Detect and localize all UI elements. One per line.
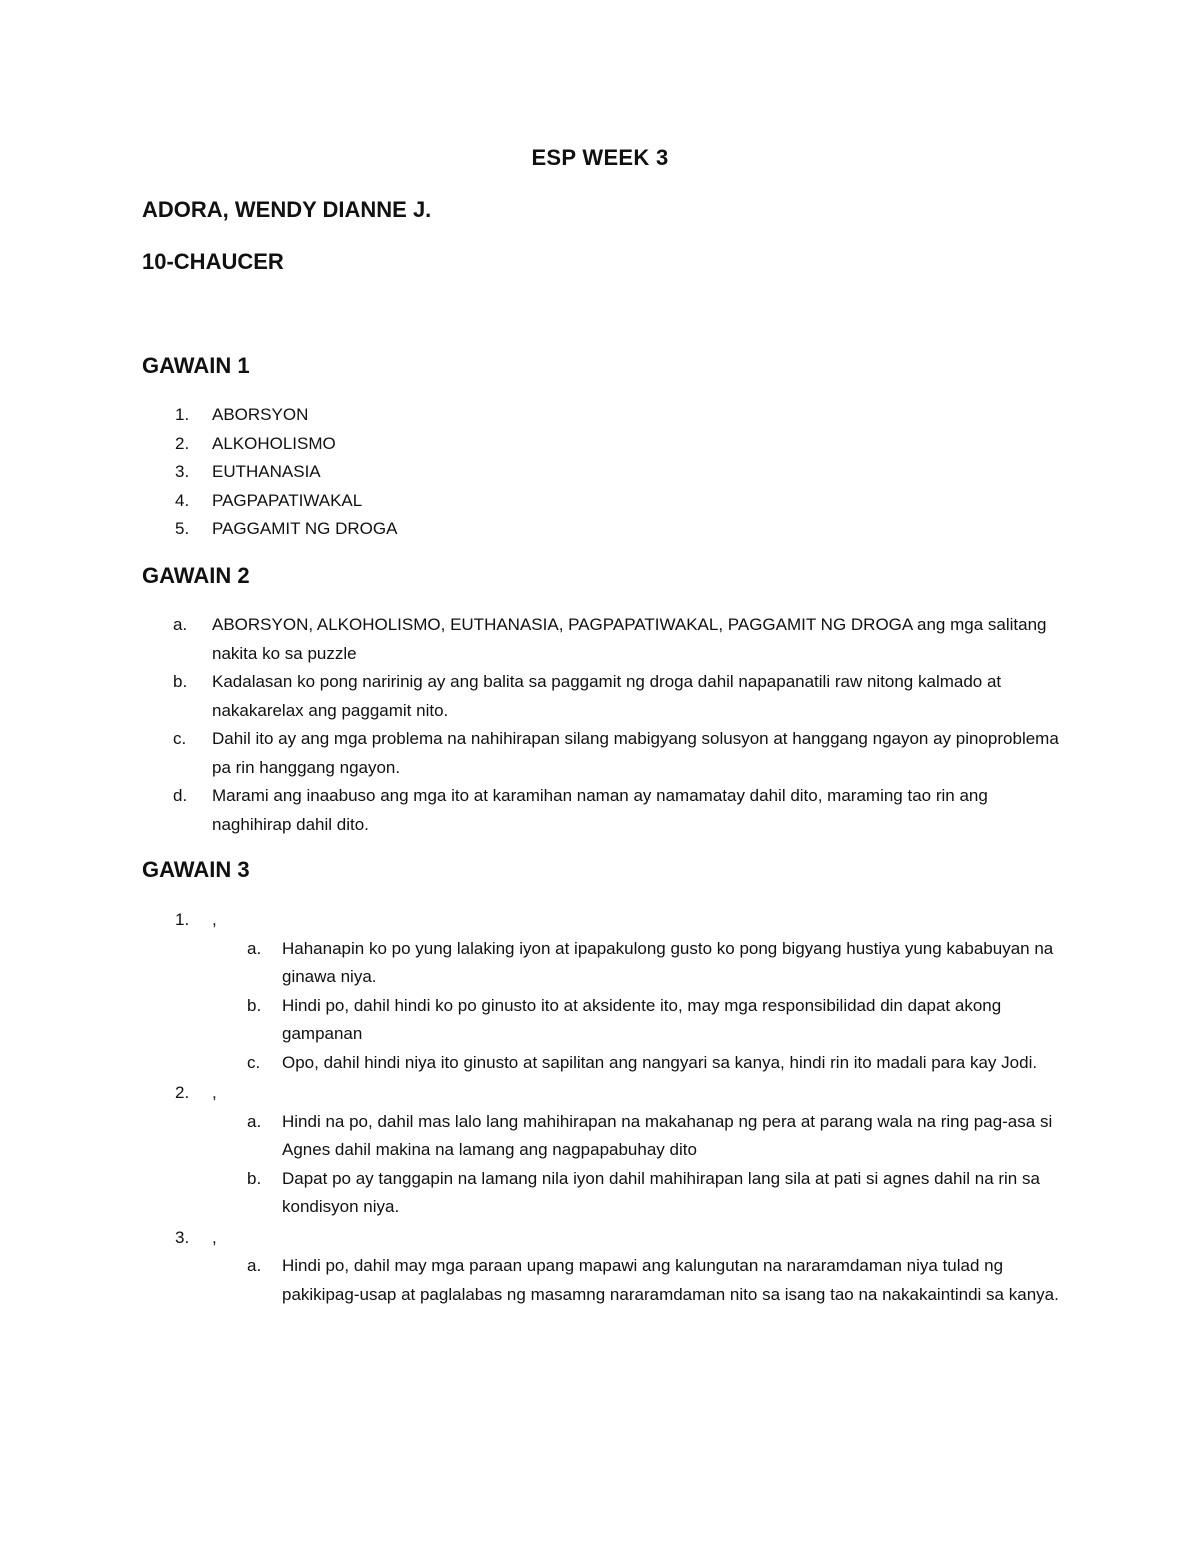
student-section: 10-CHAUCER — [142, 249, 284, 274]
question-label: , — [212, 1083, 217, 1102]
list-item — [142, 782, 1062, 839]
item-number: 5. — [175, 519, 190, 538]
list-item — [212, 1108, 1062, 1165]
list-item — [142, 401, 397, 430]
item-text: ABORSYON — [212, 405, 309, 424]
answer-letter: a. — [247, 1256, 262, 1275]
question-1-answers — [212, 935, 1062, 1078]
item-letter: c. — [173, 729, 187, 748]
item-text: ALKOHOLISMO — [212, 433, 336, 453]
student-name: ADORA, WENDY DIANNE J. — [142, 197, 432, 222]
list-item — [142, 487, 397, 516]
list-item — [212, 1165, 1062, 1222]
question-label: , — [212, 1227, 217, 1247]
list-item — [212, 1252, 1062, 1309]
gawain3-heading: GAWAIN 3 — [142, 857, 250, 882]
answer-letter: a. — [247, 938, 262, 958]
item-text: Dahil ito ay ang mga problema na nahihirapan silang mabigyang solusyon at hanggang ngayon ay pinoproblema pa rin hanggang ngayon. — [212, 729, 1059, 777]
answer-text: Dapat po ay tanggapin na lamang nila iyon dahil mahihirapan lang sila at pati si agnes dahil na rin sa kondisyon niya. — [282, 1168, 1040, 1216]
item-letter: a. — [173, 615, 188, 634]
question-label: , — [212, 910, 217, 929]
question-3 — [142, 1224, 1062, 1253]
list-item — [212, 992, 1062, 1049]
question-2-answers — [212, 1108, 1062, 1222]
list-item — [142, 611, 1062, 668]
list-item — [212, 1049, 1062, 1078]
gawain3-list — [142, 906, 1062, 1311]
gawain1-list — [142, 401, 397, 544]
item-letter: b. — [173, 672, 188, 691]
answer-letter: a. — [247, 1111, 262, 1131]
question-3-answers — [212, 1252, 1062, 1309]
list-item — [142, 668, 1062, 725]
answer-text: Hindi na po, dahil mas lalo lang mahihirapan na makahanap ng pera at parang wala na ring pag-asa si Agnes dahil makina na lamang ang nagpapabuhay dito — [282, 1111, 1053, 1159]
answer-letter: b. — [247, 995, 262, 1015]
list-item — [142, 725, 1062, 782]
list-item — [142, 515, 397, 544]
item-text: Kadalasan ko pong naririnig ay ang balita sa paggamit ng droga dahil napapanatili raw nitong kalmado at nakakarelax ang paggamit nito. — [212, 672, 1002, 720]
item-number: 3. — [175, 462, 190, 481]
list-item — [142, 458, 397, 487]
item-number: 4. — [175, 490, 190, 510]
item-number: 1. — [175, 405, 190, 424]
answer-text: Hindi po, dahil may mga paraan upang mapawi ang kalungutan na nararamdaman niya tulad ng pakikipag-usap at paglalabas ng masamng nararamdaman nito sa isang tao na nakakaintindi sa kanya. — [282, 1256, 1059, 1304]
item-number: 2. — [175, 433, 190, 453]
item-text: ABORSYON, ALKOHOLISMO, EUTHANASIA, PAGPAPATIWAKAL, PAGGAMIT NG DROGA ang mga salitang nakita ko sa puzzle — [212, 615, 1047, 663]
question-number: 1. — [175, 910, 190, 929]
list-item — [142, 430, 397, 459]
answer-text: Opo, dahil hindi niya ito ginusto at sapilitan ang nangyari sa kanya, hindi rin ito madali para kay Jodi. — [282, 1052, 1038, 1072]
answer-text: Hindi po, dahil hindi ko po ginusto ito at aksidente ito, may mga responsibilidad din dapat akong gampanan — [282, 995, 1002, 1043]
question-2 — [142, 1079, 1062, 1108]
answer-text: Hahanapin ko po yung lalaking iyon at ipapakulong gusto ko pong bigyang hustiya yung kababuyan na ginawa niya. — [282, 938, 1054, 986]
question-number: 3. — [175, 1227, 190, 1247]
item-text: PAGGAMIT NG DROGA — [212, 519, 398, 538]
item-letter: d. — [173, 786, 188, 805]
item-text: EUTHANASIA — [212, 462, 321, 481]
item-text: PAGPAPATIWAKAL — [212, 490, 363, 510]
gawain2-heading: GAWAIN 2 — [142, 563, 250, 588]
gawain1-heading: GAWAIN 1 — [142, 353, 250, 378]
answer-letter: b. — [247, 1168, 262, 1188]
document-title: ESP WEEK 3 — [531, 145, 669, 170]
list-item — [212, 935, 1062, 992]
question-number: 2. — [175, 1083, 190, 1102]
answer-letter: c. — [247, 1052, 261, 1072]
question-1 — [142, 906, 1062, 935]
gawain2-list — [142, 611, 1062, 839]
item-text: Marami ang inaabuso ang mga ito at karamihan naman ay namamatay dahil dito, maraming tao rin ang naghihirap dahil dito. — [212, 786, 988, 834]
